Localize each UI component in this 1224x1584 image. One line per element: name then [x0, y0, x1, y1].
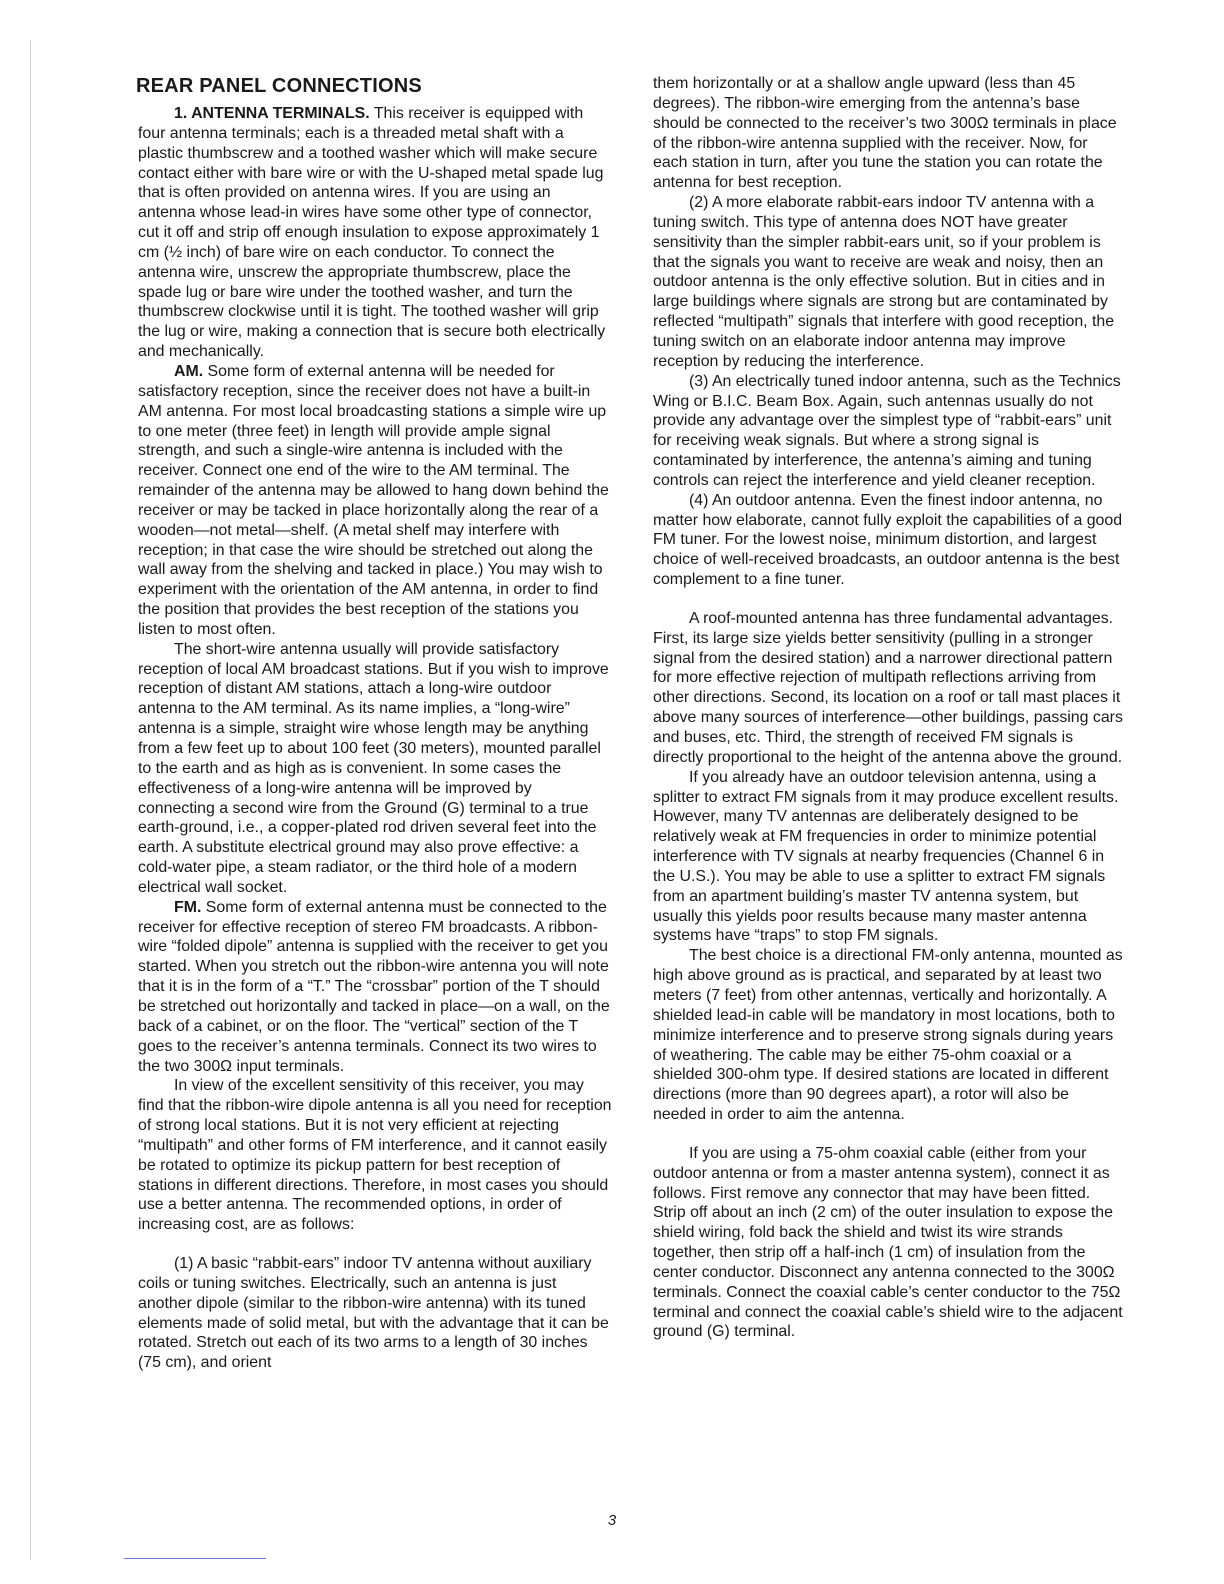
paragraph-option-1-cont: them horizontally or at a shallow angle upward (less than 45 degrees). The ribbon-wire emerging from the antenna’s base should be connected to the receiver’s two 300Ω terminals in place of the ribbon-wire antenna supplied with the receiver. Now, for each station in turn, after you tune the station you can rotate the antenna for best reception.	[653, 75, 1117, 192]
scan-edge-line	[30, 40, 31, 1560]
paragraph-sensitivity: In view of the excellent sensitivity of this receiver, you may find that the ribbon-wire dipole antenna is all you need for reception of strong local stations. But it is not very efficient at rejecting “multipath” and other forms of FM interference, and it cannot easily be rotated to optimize its pickup pattern for best reception of stations in different directions. Therefore, in most cases you should use a better antenna. The recommended options, in order of increasing cost, are as follows:	[138, 1077, 612, 1234]
paragraph-am	[138, 362, 612, 640]
antenna-terminals-text: This receiver is equipped with four antenna terminals; each is a threaded metal shaft with a plastic thumbscrew and a toothed washer which will make secure contact either with bare wire or with the U-shaped metal spade lug that is often provided on antenna wires. If you are using an antenna whose lead-in wires have some other type of connector, cut it off and strip off enough insulation to expose approximately 1 cm (½ inch) of bare wire on each conductor. To connect the antenna wire, unscrew the appropriate thumbscrew, place the spade lug or bare wire under the toothed washer, and turn the thumbscrew clockwise until it is tight. The toothed washer will grip the lug or wire, making a connection that is secure both electrically and mechanically.	[138, 105, 606, 361]
paragraph-best-choice: The best choice is a directional FM-only antenna, mounted as high above ground as is practical, and separated by at least two meters (7 feet) from other antennas, vertically and horizontally. A shielded lead-in cable will be mandatory in most locations, both to minimize interference and to preserve strong signals during years of weathering. The cable may be either 75-ohm coaxial or a shielded 300-ohm type. If desired stations are located in different directions (more than 90 degrees apart), a rotor will also be needed in order to aim the antenna.	[653, 947, 1123, 1124]
paragraph-fm	[138, 898, 612, 1077]
right-column	[653, 74, 1123, 1342]
page-number: 3	[607, 1512, 617, 1529]
paragraph-antenna-terminals	[138, 104, 612, 362]
footer-rule	[124, 1558, 266, 1559]
fm-label: FM.	[174, 898, 202, 916]
paragraph-roof-antenna: A roof-mounted antenna has three fundamental advantages. First, its large size yields better sensitivity (pulling in a stronger signal from the desired station) and a narrower directional pattern for more effective rejection of multipath reflections arriving from other directions. Second, its location on a roof or tall mast places it above many sources of interference—other buildings, passing cars and buses, etc. Third, the strength of received FM signals is directly proportional to the height of the antenna above the ground.	[653, 609, 1123, 766]
left-column	[138, 74, 612, 1373]
section-heading: REAR PANEL CONNECTIONS	[136, 75, 422, 97]
paragraph-coaxial: If you are using a 75-ohm coaxial cable (either from your outdoor antenna or from a master antenna system), connect it as follows. First remove any connector that may have been fitted. Strip off about an inch (2 cm) of the outer insulation to expose the shield wiring, fold back the shield and twist its wire strands together, then strip off a half-inch (1 cm) of insulation from the center conductor. Disconnect any antenna connected to the 300Ω terminals. Connect the coaxial cable’s center conductor to the 75Ω terminal and connect the coaxial cable’s shield wire to the adjacent ground (G) terminal.	[653, 1144, 1123, 1341]
fm-text: Some form of external antenna must be connected to the receiver for effective reception of stereo FM broadcasts. A ribbon-wire “folded dipole” antenna is supplied with the receiver to get you started. When you stretch out the ribbon-wire antenna you will note that it is in the form of a “T.” The “crossbar” portion of the T should be stretched out horizontally and tacked in place—on a wall, on the back of a cabinet, or on the floor. The “vertical” section of the T goes to the receiver’s antenna terminals. Connect its two wires to the two 300Ω input terminals.	[138, 898, 610, 1075]
paragraph-option-3: (3) An electrically tuned indoor antenna, such as the Technics Wing or B.I.C. Beam Box. Again, such antennas usually do not provide any advantage over the simplest type of “rabbit-ears” unit for receiving weak signals. But where a strong signal is contaminated by interference, the antenna’s aiming and tuning controls can reject the interference and yield cleaner reception.	[653, 372, 1121, 489]
am-text: Some form of external antenna will be needed for satisfactory reception, since the receiver does not have a built-in AM antenna. For most local broadcasting stations a simple wire up to one meter (three feet) in length will provide ample signal strength, and such a single-wire antenna is included with the receiver. Connect one end of the wire to the AM terminal. The remainder of the antenna may be allowed to hang down behind the receiver or may be tacked in place horizontally along the rear of a wooden—not metal—shelf. (A metal shelf may interfere with reception; in that case the wire should be stretched out along the wall away from the shelving and tacked in place.) You may wish to experiment with the orientation of the AM antenna, in order to find the position that provides the best reception of the stations you listen to most often.	[138, 362, 609, 638]
paragraph-option-1: (1) A basic “rabbit-ears” indoor TV antenna without auxiliary coils or tuning switches. Electrically, such an antenna is just another dipole (similar to the ribbon-wire antenna) with its tuned elements made of solid metal, but with the advantage that it can be rotated. Stretch out each of its two arms to a length of 30 inches (75 cm), and orient	[138, 1255, 609, 1372]
paragraph-short-wire: The short-wire antenna usually will provide satisfactory reception of local AM broadcast stations. But if you wish to improve reception of distant AM stations, attach a long-wire outdoor antenna to the AM terminal. As its name implies, a “long-wire” antenna is a simple, straight wire whose length may be anything from a few feet up to about 100 feet (30 meters), mounted parallel to the earth and as high as is convenient. In some cases the effectiveness of a long-wire antenna will be improved by connecting a second wire from the Ground (G) terminal to a true earth-ground, i.e., a copper-plated rod driven several feet into the earth. A substitute electrical ground may also prove effective: a cold-water pipe, a steam radiator, or the third hole of a modern electrical wall socket.	[138, 640, 609, 896]
paragraph-tv-antenna: If you already have an outdoor television antenna, using a splitter to extract FM signals from it may produce excellent results. However, many TV antennas are deliberately designed to be relatively weak at FM frequencies in order to minimize potential interference with TV signals at nearby frequencies (Channel 6 in the U.S.). You may be able to use a splitter to extract FM signals from an apartment building’s master TV antenna system, but usually this yields poor results because many master antenna systems have “traps” to stop FM signals.	[653, 768, 1119, 945]
paragraph-option-4: (4) An outdoor antenna. Even the finest indoor antenna, no matter how elaborate, cannot fully exploit the capabilities of a good FM tuner. For the lowest noise, minimum distortion, and largest choice of well-received broadcasts, an outdoor antenna is the best complement to a fine tuner.	[653, 491, 1123, 589]
paragraph-option-2: (2) A more elaborate rabbit-ears indoor TV antenna with a tuning switch. This type of antenna does NOT have greater sensitivity than the simpler rabbit-ears unit, so if your problem is that the signals you want to receive are weak and noisy, then an outdoor antenna is the only effective solution. But in cities and in large buildings where signals are strong but are contaminated by reflected “multipath” signals that interfere with good reception, the tuning switch on an elaborate indoor antenna may improve reception by reducing the interference.	[653, 194, 1115, 370]
am-label: AM.	[174, 362, 204, 380]
antenna-terminals-label: 1. ANTENNA TERMINALS.	[174, 105, 370, 122]
